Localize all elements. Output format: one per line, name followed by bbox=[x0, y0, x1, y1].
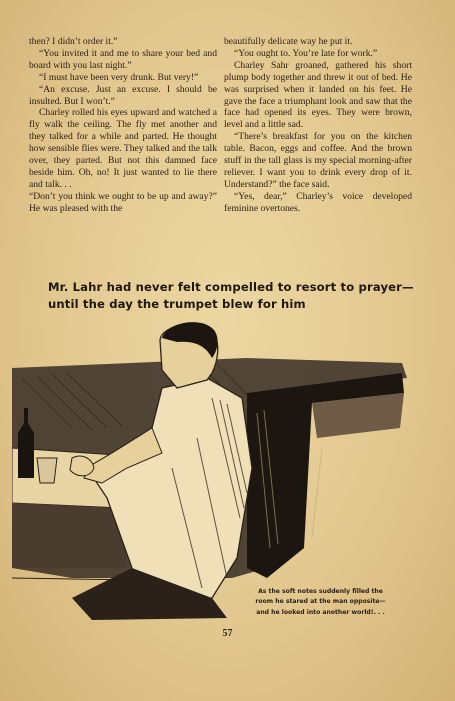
page-number: 57 bbox=[222, 628, 233, 639]
paragraph: Charley Sahr groaned, gathered his short plump body together and threw it out of bed. He was surprised when it landed on his feet. He gave the face a triumphant look and saw that the face had opened its eyes. They were brown, level and a little sad. bbox=[224, 59, 412, 131]
illustration bbox=[12, 318, 438, 624]
illustration-caption: As the soft notes suddenly filled the room he stared at the man opposite—and he looked into another world!. . . bbox=[255, 588, 386, 616]
glass bbox=[37, 458, 57, 483]
paragraph: “An excuse. Just an excuse. I should be insulted. But I won’t.” bbox=[29, 83, 217, 107]
paragraph: Charley rolled his eyes upward and watched a fly walk the ceiling. The fly met another and they talked for a while and parted. He thought how sensible flies were. They talked and the talk over, they parted. But not this damned face beside him. Oh, no! It just wanted to lie there and talk. . . bbox=[29, 107, 217, 190]
paragraph: “Yes, dear,” Charley’s voice developed feminine overtones. bbox=[224, 190, 412, 214]
left-text-column bbox=[29, 36, 217, 215]
paragraph: then? I didn’t order it.” bbox=[29, 36, 118, 47]
paragraph: “There’s breakfast for you on the kitchen table. Bacon, eggs and coffee. And the brown stuff in the tall glass is my special morning-after reliever. I want you to drink every drop of it. Understand?” the face said. bbox=[224, 131, 412, 190]
paragraph: “I must have been very drunk. But very!” bbox=[39, 71, 199, 83]
story-headline: Mr. Lahr had never felt compelled to resort to prayer—until the day the trumpet blew for him bbox=[48, 280, 414, 311]
right-text-column bbox=[224, 36, 412, 215]
paragraph: “You ought to. You’re late for work.” bbox=[234, 47, 378, 59]
paragraph: “You invited it and me to share your bed and board with you last night.” bbox=[29, 47, 217, 71]
paragraph: beautifully delicate way he put it. bbox=[224, 36, 353, 47]
paragraph: “Don’t you think we ought to be up and away?” He was pleased with the bbox=[29, 190, 217, 214]
table-base bbox=[12, 503, 127, 568]
